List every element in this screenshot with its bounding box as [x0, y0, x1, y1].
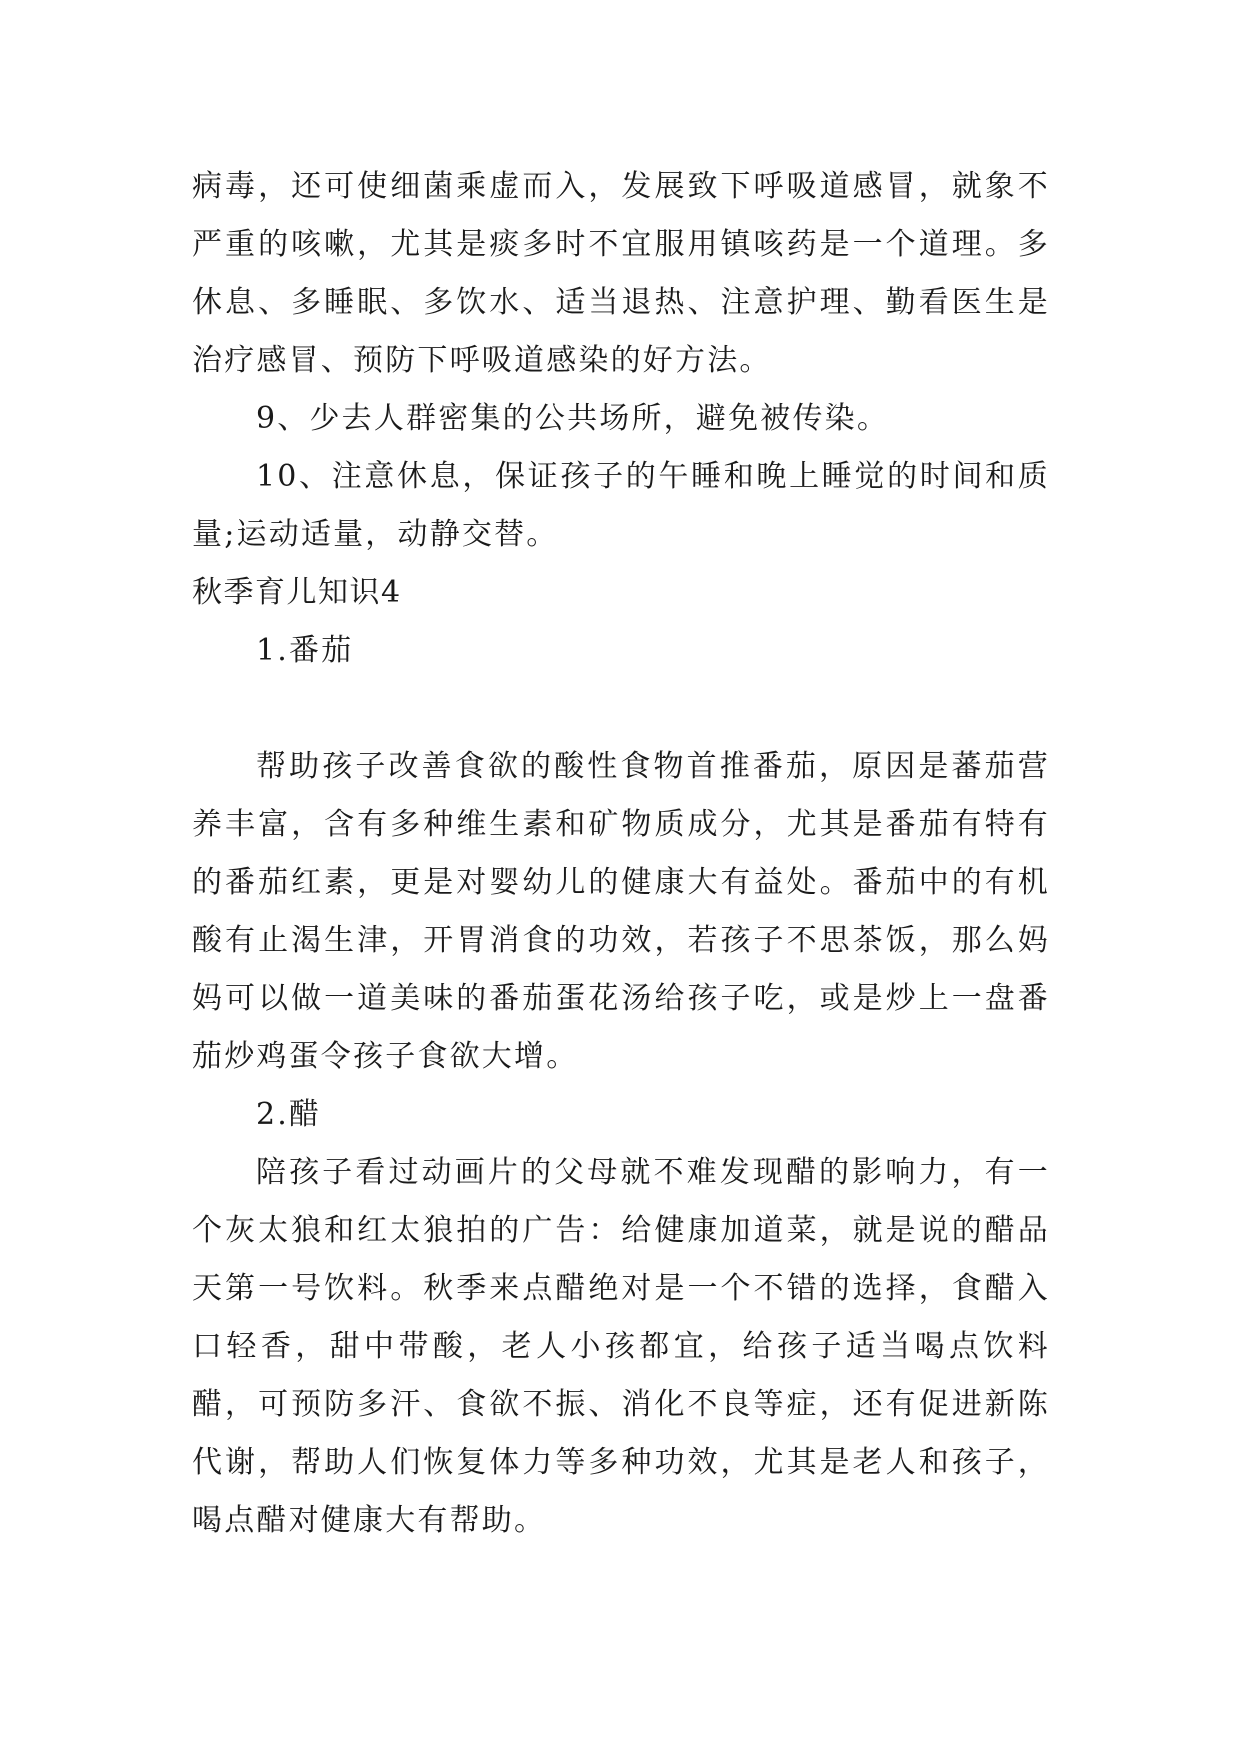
document-body: [192, 158, 1050, 1550]
paragraph-item-9: 9、少去人群密集的公共场所，避免被传染。: [256, 401, 890, 436]
blank-gap: [192, 680, 1050, 738]
paragraph-tomato: 帮助孩子改善食欲的酸性食物首推番茄，原因是蕃茄营养丰富，含有多种维生素和矿物质成分，尤其是番茄有特有的番茄红素，更是对婴幼儿的健康大有益处。番茄中的有机酸有止渴生津，开胃消食的功效，若孩子不思茶饭，那么妈妈可以做一道美味的番茄蛋花汤给孩子吃，或是炒上一盘番茄炒鸡蛋令孩子食欲大增。: [192, 749, 1050, 1074]
item-title-vinegar: 2.醋: [256, 1097, 322, 1132]
section-title: 秋季育儿知识4: [192, 575, 402, 610]
paragraph-vinegar: 陪孩子看过动画片的父母就不难发现醋的影响力，有一个灰太狼和红太狼拍的广告：给健康加道菜，就是说的醋品天第一号饮料。秋季来点醋绝对是一个不错的选择，食醋入口轻香，甜中带酸，老人小孩都宜，给孩子适当喝点饮料醋，可预防多汗、食欲不振、消化不良等症，还有促进新陈代谢，帮助人们恢复体力等多种功效，尤其是老人和孩子，喝点醋对健康大有帮助。: [192, 1155, 1050, 1538]
paragraph-item-10: 10、注意休息，保证孩子的午睡和晚上睡觉的时间和质量;运动适量，动静交替。: [192, 459, 1050, 552]
paragraph-cold-advice: 病毒，还可使细菌乘虚而入，发展致下呼吸道感冒，就象不严重的咳嗽，尤其是痰多时不宜服用镇咳药是一个道理。多休息、多睡眠、多饮水、适当退热、注意护理、勤看医生是治疗感冒、预防下呼吸道感染的好方法。: [192, 169, 1050, 378]
item-title-tomato: 1.番茄: [256, 633, 354, 668]
